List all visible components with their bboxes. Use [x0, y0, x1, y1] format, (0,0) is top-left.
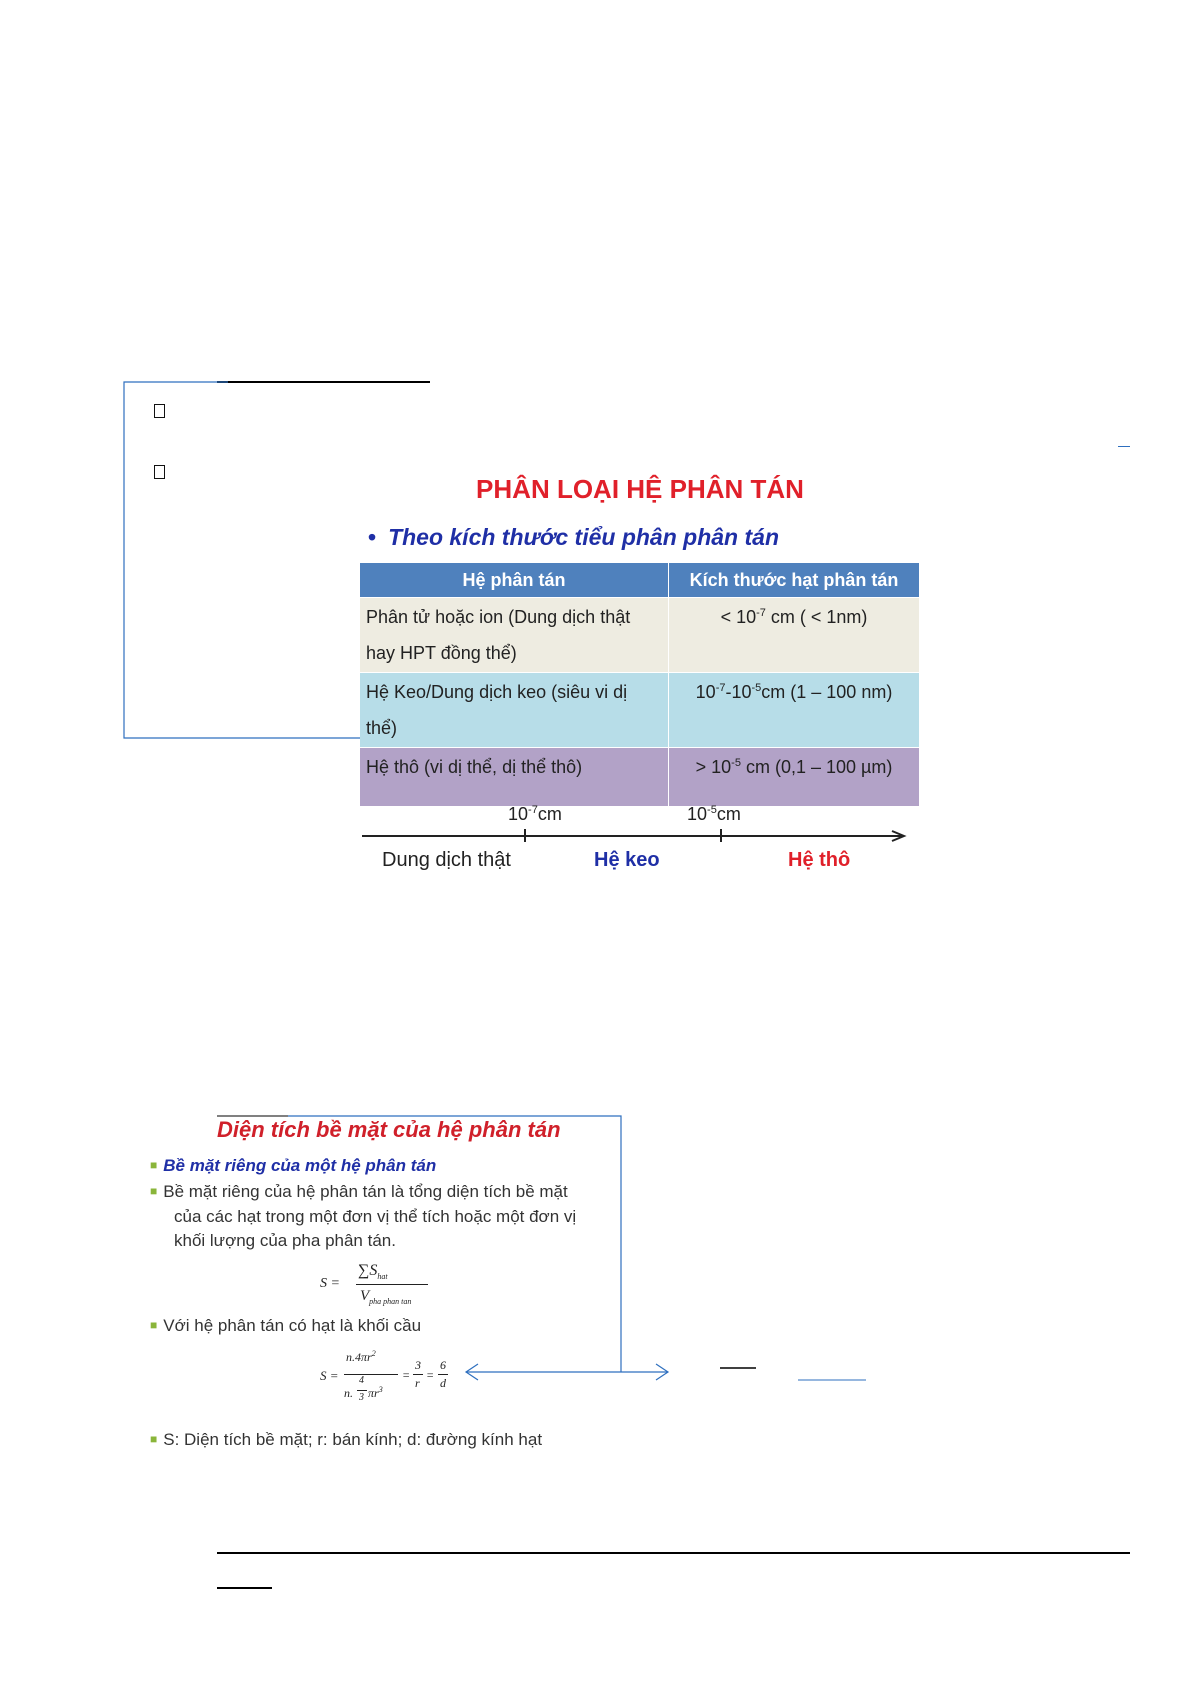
- formula-eq: =: [426, 1368, 435, 1382]
- bullet-dot: •: [368, 524, 377, 550]
- size-text: cm: [761, 682, 786, 702]
- formula-lhs: S =: [320, 1368, 339, 1383]
- formula-text: ∑S: [358, 1262, 378, 1279]
- fraction-bar: [413, 1374, 423, 1375]
- slide2-bullet-text: Với hệ phân tán có hạt là khối cầu: [163, 1316, 422, 1335]
- fraction-bar: [356, 1284, 428, 1285]
- tick-exp: -5: [707, 804, 717, 816]
- formula-text: r: [415, 1376, 420, 1390]
- formula-text: 4: [359, 1375, 364, 1386]
- cell-system: [360, 673, 669, 748]
- heading-underline: [217, 381, 430, 383]
- bullet-box-1: [154, 404, 165, 418]
- cell-system: [360, 598, 669, 673]
- cell-system-line: Hệ Keo/Dung dịch keo (siêu vi dị: [366, 682, 628, 702]
- square-bullet-icon: ■: [150, 1318, 158, 1332]
- cell-system: Hệ thô (vi dị thể, dị thể thô): [360, 748, 669, 807]
- formula-eq: =: [402, 1368, 411, 1382]
- slide1-subtitle-text: Theo kích thước tiểu phân phân tán: [388, 524, 779, 550]
- formula-text: πr: [368, 1386, 379, 1400]
- slide2-bullet-3: [150, 1314, 421, 1339]
- scale-tick-1e-5: [687, 804, 741, 825]
- slide2-bullet-4: [150, 1428, 542, 1453]
- size-text: 10: [695, 682, 716, 702]
- slide2-bullet-text: của các hạt trong một đơn vị thể tích hoặc một đơn vị: [174, 1207, 577, 1226]
- size-exp: -7: [715, 682, 726, 694]
- table-row: [360, 748, 920, 807]
- table-row: [360, 598, 920, 673]
- fraction-bar: [357, 1390, 367, 1391]
- size-text: (1 – 100 nm): [785, 682, 893, 702]
- slide2-bullet-text: Bề mặt riêng của hệ phân tán là tổng diện tích bề mặt: [163, 1182, 568, 1201]
- formula-text: 6: [440, 1358, 446, 1372]
- slide2-bullet-text: Bề mặt riêng của một hệ phân tán: [163, 1156, 437, 1175]
- slide2-bullet-text: S: Diện tích bề mặt; r: bán kính; d: đường kính hạt: [163, 1430, 543, 1449]
- slide2-bullet-2: [150, 1180, 576, 1253]
- scale-label-colloid: Hệ keo: [594, 849, 660, 871]
- size-exp: -5: [751, 682, 762, 694]
- cell-size: [669, 748, 920, 807]
- formula-text: d: [440, 1376, 446, 1390]
- size-text: < 10: [720, 607, 757, 627]
- cell-system-line: hay HPT đồng thể): [366, 643, 517, 663]
- formula-numerator: [358, 1262, 388, 1281]
- cell-system-line: Phân tử hoặc ion (Dung dịch thật: [366, 607, 631, 627]
- margin-mark: [1118, 446, 1130, 447]
- formula-text: [368, 1386, 383, 1401]
- square-bullet-icon: ■: [150, 1184, 158, 1198]
- scale-label-true-solution: Dung dịch thật: [382, 849, 511, 871]
- formula-numerator: [346, 1350, 376, 1365]
- scale-label-coarse: Hệ thô: [788, 849, 851, 871]
- slide2-title: Diện tích bề mặt của hệ phân tán: [217, 1117, 561, 1142]
- formula-sub: hat: [377, 1272, 388, 1282]
- size-text: cm ( < 1nm): [765, 607, 868, 627]
- tick-base: 10: [687, 804, 708, 824]
- slide1-subtitle: [368, 524, 779, 551]
- table-row: [360, 673, 920, 748]
- formula-lhs: S =: [320, 1276, 340, 1291]
- formula-denominator: [360, 1288, 411, 1306]
- formula-exp: 2: [371, 1349, 376, 1358]
- fraction-bar: [438, 1374, 448, 1375]
- tick-base: 10: [508, 804, 529, 824]
- formula-denominator: [344, 1375, 404, 1418]
- formula-specific-surface: [320, 1262, 440, 1318]
- square-bullet-icon: ■: [150, 1158, 158, 1172]
- dispersion-table: [360, 563, 920, 806]
- size-text: cm (0,1 – 100 µm): [740, 757, 893, 777]
- tick-exp: -7: [528, 804, 538, 816]
- cell-system-line: thể): [366, 718, 398, 738]
- slide2-bullet-text: khối lượng của pha phân tán.: [174, 1231, 396, 1250]
- formula-text: V: [360, 1288, 370, 1304]
- slide1-title: PHÂN LOẠI HỆ PHÂN TÁN: [476, 474, 804, 504]
- square-bullet-icon: ■: [150, 1432, 158, 1446]
- formula-exp: 3: [378, 1385, 383, 1394]
- tick-unit: cm: [537, 804, 562, 824]
- fraction-bar: [344, 1374, 398, 1375]
- formula-sub: pha phan tan: [369, 1297, 412, 1306]
- formula-text: 3: [415, 1358, 421, 1372]
- cell-size: [669, 598, 920, 673]
- size-exp: -5: [731, 757, 741, 769]
- size-text: > 10: [695, 757, 732, 777]
- size-exp: -7: [756, 607, 766, 619]
- formula-text: 3: [359, 1392, 364, 1403]
- col-header-size: Kích thước hạt phân tán: [669, 563, 920, 598]
- formula-text: n.: [344, 1386, 353, 1400]
- cell-size: [669, 673, 920, 748]
- size-text: -10: [725, 682, 752, 702]
- tick-unit: cm: [716, 804, 741, 824]
- formula-text: n.4πr: [346, 1350, 372, 1364]
- formula-sphere-surface: [320, 1350, 460, 1420]
- slide2-bullet-1: [150, 1154, 436, 1179]
- scale-tick-1e-7: [508, 804, 562, 825]
- col-header-system: Hệ phân tán: [360, 563, 669, 598]
- bullet-box-2: [154, 465, 165, 479]
